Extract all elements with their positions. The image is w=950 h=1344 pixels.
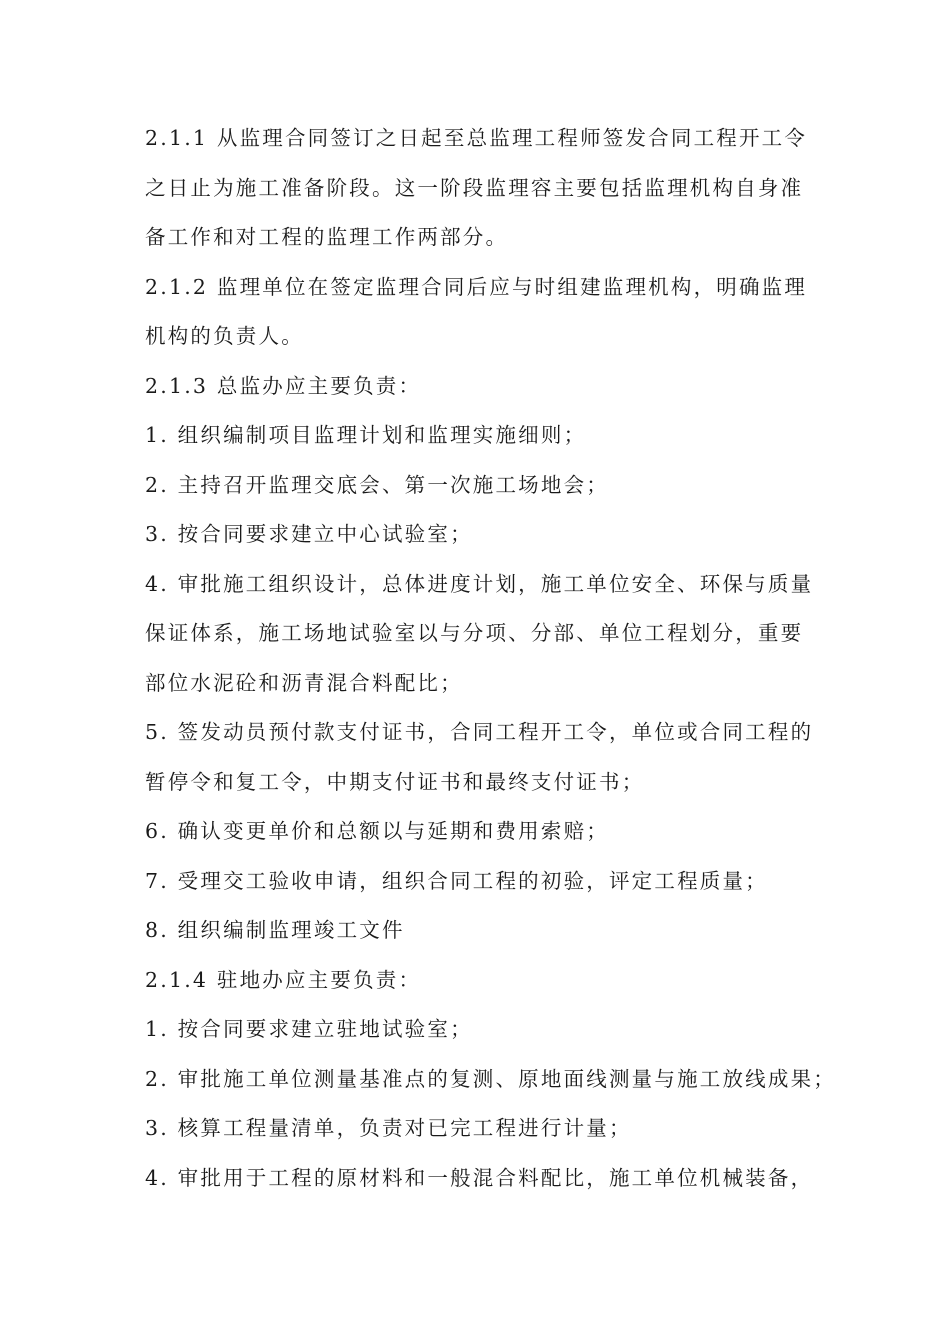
list-item: 2. 审批施工单位测量基准点的复测、原地面线测量与施工放线成果； [145,1066,836,1091]
list-item: 6. 确认变更单价和总额以与延期和费用索赔； [145,819,609,843]
text-line: 2.1.1 从监理合同签订之日起至总监理工程师签发合同工程开工令 [145,126,808,150]
list-item: 1. 组织编制项目监理计划和监理实施细则； [145,423,587,447]
section-heading: 2.1.4 驻地办应主要负责： [145,967,422,992]
list-item: 3. 按合同要求建立中心试验室； [145,522,473,546]
text-line: 备工作和对工程的监理工作两部分。 [145,225,509,249]
list-item: 4. 审批施工组织设计，总体进度计划，施工单位安全、环保与质量 [145,571,814,596]
section-heading: 2.1.3 总监办应主要负责： [145,373,422,398]
list-item: 8. 组织编制监理竣工文件 [145,918,405,942]
list-item: 1. 按合同要求建立驻地试验室； [145,1017,473,1041]
text-line: 暂停令和复工令，中期支付证书和最终支付证书； [145,769,645,794]
list-item: 7. 受理交工验收申请，组织合同工程的初验，评定工程质量； [145,868,768,893]
list-item: 2. 主持召开监理交底会、第一次施工场地会； [145,472,609,497]
text-line: 保证体系，施工场地试验室以与分项、分部、单位工程划分，重要 [145,621,804,645]
document-body [145,114,836,1203]
list-item: 3. 核算工程量清单，负责对已完工程进行计量； [145,1116,632,1140]
text-line: 部位水泥砼和沥青混合料配比； [145,670,463,695]
list-item: 4. 审批用于工程的原材料和一般混合料配比，施工单位机械装备， [145,1165,814,1190]
text-line: 之日止为施工准备阶段。这一阶段监理容主要包括监理机构自身准 [145,175,804,200]
text-line: 机构的负责人。 [145,324,304,348]
text-line: 2.1.2 监理单位在签定监理合同后应与时组建监理机构，明确监理 [145,274,808,299]
list-item: 5. 签发动员预付款支付证书，合同工程开工令，单位或合同工程的 [145,720,814,744]
